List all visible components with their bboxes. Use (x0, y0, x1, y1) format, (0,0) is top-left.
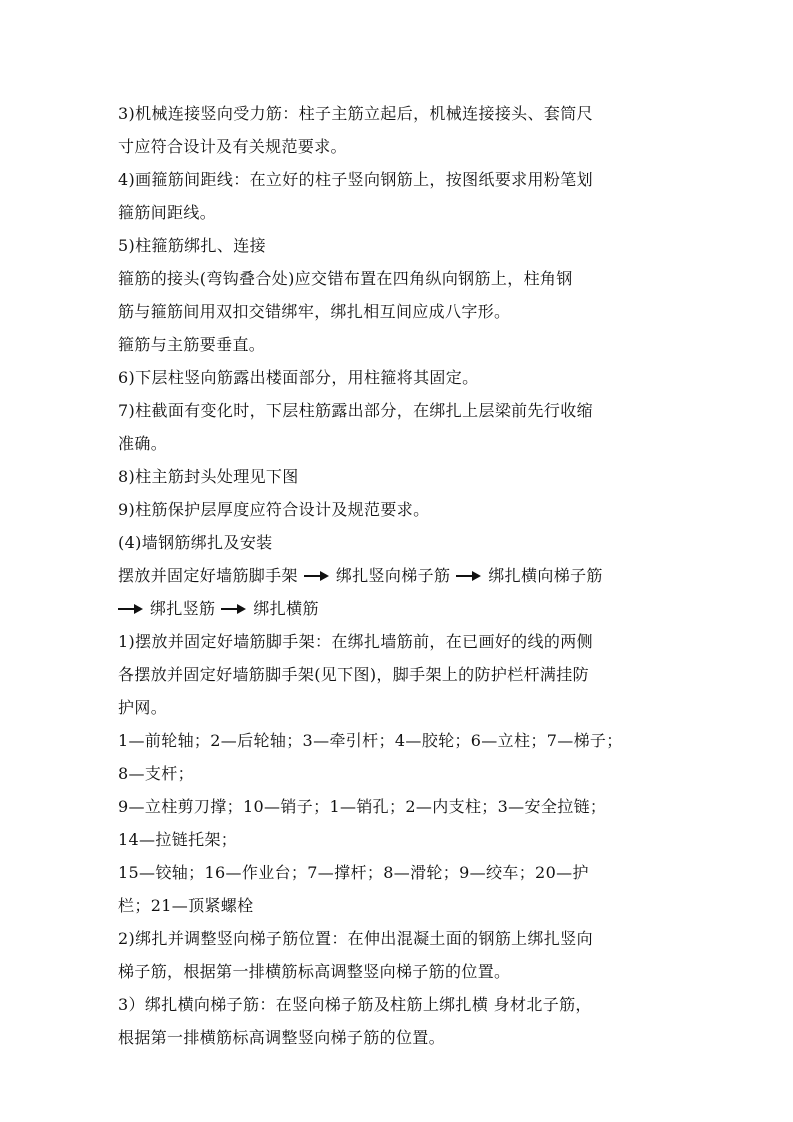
text-line-18: 1—前轮轴；2—后轮轴；3—牵引杆；4—胶轮；6—立柱；7—梯子； (118, 731, 623, 750)
text-line-10: 7)柱截面有变化时，下层柱筋露出部分，在绑扎上层梁前先行收缩 (118, 401, 593, 420)
text-line-19: 8—支杆； (118, 764, 194, 783)
text-line-26: 3）绑扎横向梯子筋：在竖向梯子筋及柱筋上绑扎横 身材北子筋， (118, 995, 592, 1014)
text-line-5: 5)柱箍筋绑扎、连接 (118, 236, 266, 255)
flow-step-5: 绑扎横筋 (253, 599, 319, 618)
flow-step-2: 绑扎竖向梯子筋 (335, 566, 451, 585)
text-line-12: 8)柱主筋封头处理见下图 (118, 467, 299, 486)
text-line-14: (4)墙钢筋绑扎及安装 (118, 533, 273, 552)
text-line-2: 寸应符合设计及有关规范要求。 (118, 137, 347, 156)
text-line-20: 9—立柱剪刀撑；10—销子；1—销孔；2—内支柱；3—安全拉链； (118, 797, 607, 816)
arrow-right-icon (118, 603, 144, 615)
text-line-22: 15—铰轴；16—作业台；7—撑杆；8—滑轮；9—绞车；20—护 (118, 863, 589, 882)
text-line-15: 1)摆放并固定好墙筋脚手架：在绑扎墙筋前，在已画好的线的两侧 (118, 632, 593, 651)
text-line-8: 箍筋与主筋要垂直。 (118, 335, 266, 354)
text-line-25: 梯子筋，根据第一排横筋标高调整竖向梯子筋的位置。 (118, 962, 511, 981)
text-line-3: 4)画箍筋间距线：在立好的柱子竖向钢筋上，按图纸要求用粉笔划 (118, 170, 593, 189)
flow-step-3: 绑扎横向梯子筋 (488, 566, 603, 585)
arrow-right-icon (456, 570, 482, 582)
process-flow-row-2 (118, 599, 319, 619)
text-line-16: 各摆放并固定好墙筋脚手架(见下图)，脚手架上的防护栏杆满挂防 (118, 665, 589, 684)
text-line-23: 栏；21—顶紧螺栓 (118, 896, 254, 915)
text-line-7: 筋与箍筋间用双扣交错绑牢，绑扎相互间应成八字形。 (118, 302, 511, 321)
flow-step-1: 摆放并固定好墙筋脚手架 (118, 566, 298, 585)
text-line-17: 护网。 (118, 698, 168, 717)
text-line-11: 准确。 (118, 434, 168, 453)
flow-step-4: 绑扎竖筋 (150, 599, 216, 618)
text-line-24: 2)绑扎并调整竖向梯子筋位置：在伸出混凝土面的钢筋上绑扎竖向 (118, 929, 593, 948)
text-line-1: 3)机械连接竖向受力筋：柱子主筋立起后，机械连接接头、套筒尺 (118, 104, 593, 123)
text-line-4: 箍筋间距线。 (118, 203, 217, 222)
text-line-9: 6)下层柱竖向筋露出楼面部分，用柱箍将其固定。 (118, 368, 479, 387)
text-line-21: 14—拉链托架； (118, 830, 238, 849)
text-line-6: 箍筋的接头(弯钩叠合处)应交错布置在四角纵向钢筋上，柱角钢 (118, 269, 573, 288)
text-line-27: 根据第一排横筋标高调整竖向梯子筋的位置。 (118, 1028, 446, 1047)
text-line-13: 9)柱筋保护层厚度应符合设计及规范要求。 (118, 500, 430, 519)
process-flow-row-1 (118, 566, 603, 586)
arrow-right-icon (304, 570, 330, 582)
arrow-right-icon (221, 603, 247, 615)
